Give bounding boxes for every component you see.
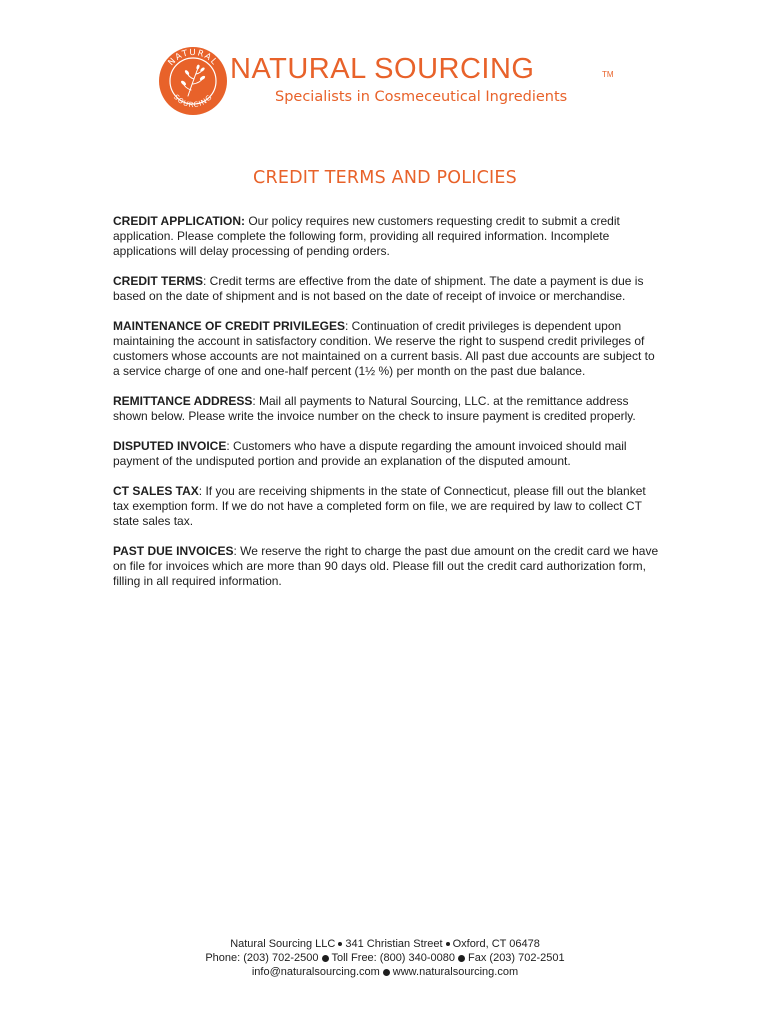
section-text: : Credit terms are effective from the date of shipment. The date a payment is due is based on the date of shipment and is not based on the date of receipt of invoice or merchandise.	[113, 274, 644, 303]
bullet-icon	[322, 955, 329, 962]
svg-text:SOURCING: SOURCING	[171, 93, 215, 110]
brand-name: NATURAL SOURCING	[230, 53, 535, 85]
section-remittance-address	[113, 394, 661, 424]
footer-tollfree: Toll Free: (800) 340-0080	[331, 952, 456, 964]
footer-email[interactable]: info@naturalsourcing.com	[251, 966, 380, 978]
page-title: CREDIT TERMS AND POLICIES	[253, 168, 517, 188]
seal-text: NATURAL	[166, 47, 220, 68]
trademark-symbol: TM	[602, 70, 614, 79]
section-heading: PAST DUE INVOICES	[113, 544, 234, 558]
bullet-icon	[458, 955, 465, 962]
section-maintenance-of-credit	[113, 319, 661, 379]
section-heading: CT SALES TAX	[113, 484, 199, 498]
section-ct-sales-tax	[113, 484, 661, 529]
footer-company: Natural Sourcing LLC	[230, 938, 336, 950]
section-text: : If you are receiving shipments in the state of Connecticut, please fill out the blanket tax exemption form. If we do not have a completed form on file, we are required by law to collect CT state sales tax.	[113, 484, 646, 528]
seal-logo-icon	[158, 46, 228, 116]
section-text: : Mail all payments to Natural Sourcing, LLC. at the remittance address shown below. Please write the invoice number on the check to insure payment is credited properly.	[113, 394, 636, 423]
footer-website[interactable]: www.naturalsourcing.com	[392, 966, 519, 978]
section-heading: CREDIT APPLICATION:	[113, 214, 245, 228]
footer-fax: Fax (203) 702-2501	[468, 952, 565, 964]
section-text: : Customers who have a dispute regarding the amount invoiced should mail payment of the undisputed portion and provide an explanation of the disputed amount.	[113, 439, 627, 468]
section-text: : We reserve the right to charge the past due amount on the credit card we have on file for invoices which are more than 90 days old. Please fill out the credit card authorization form, filling in all required information.	[113, 544, 659, 588]
policy-sections	[113, 214, 661, 604]
brand-tagline: Specialists in Cosmeceutical Ingredients	[275, 89, 568, 105]
footer-address-line	[0, 937, 770, 951]
footer-phone: Phone: (203) 702-2500	[205, 952, 319, 964]
bullet-icon	[446, 942, 450, 946]
section-disputed-invoice	[113, 439, 661, 469]
footer-contact-line	[0, 965, 770, 979]
section-heading: REMITTANCE ADDRESS	[113, 394, 253, 408]
section-heading: DISPUTED INVOICE	[113, 439, 227, 453]
section-credit-application	[113, 214, 661, 259]
footer-phone-line	[0, 951, 770, 965]
page-footer	[0, 937, 770, 979]
bullet-icon	[383, 969, 390, 976]
company-logo	[158, 46, 618, 118]
footer-city: Oxford, CT 06478	[452, 938, 540, 950]
section-heading: CREDIT TERMS	[113, 274, 203, 288]
section-past-due-invoices	[113, 544, 661, 589]
bullet-icon	[338, 942, 342, 946]
section-text: : Continuation of credit privileges is dependent upon maintaining the account in satisfactory condition. We reserve the right to suspend credit privileges of customers whose accounts are not maintained on a current basis. All past due accounts are subject to a service charge of one and one-half percent (1½ %) per month on the past due balance.	[113, 319, 655, 378]
section-credit-terms	[113, 274, 661, 304]
footer-street: 341 Christian Street	[345, 938, 443, 950]
section-heading: MAINTENANCE OF CREDIT PRIVILEGES	[113, 319, 346, 333]
section-text: Our policy requires new customers requesting credit to submit a credit application. Please complete the following form, providing all required information. Incomplete applications will delay processing of pending orders.	[113, 214, 620, 258]
